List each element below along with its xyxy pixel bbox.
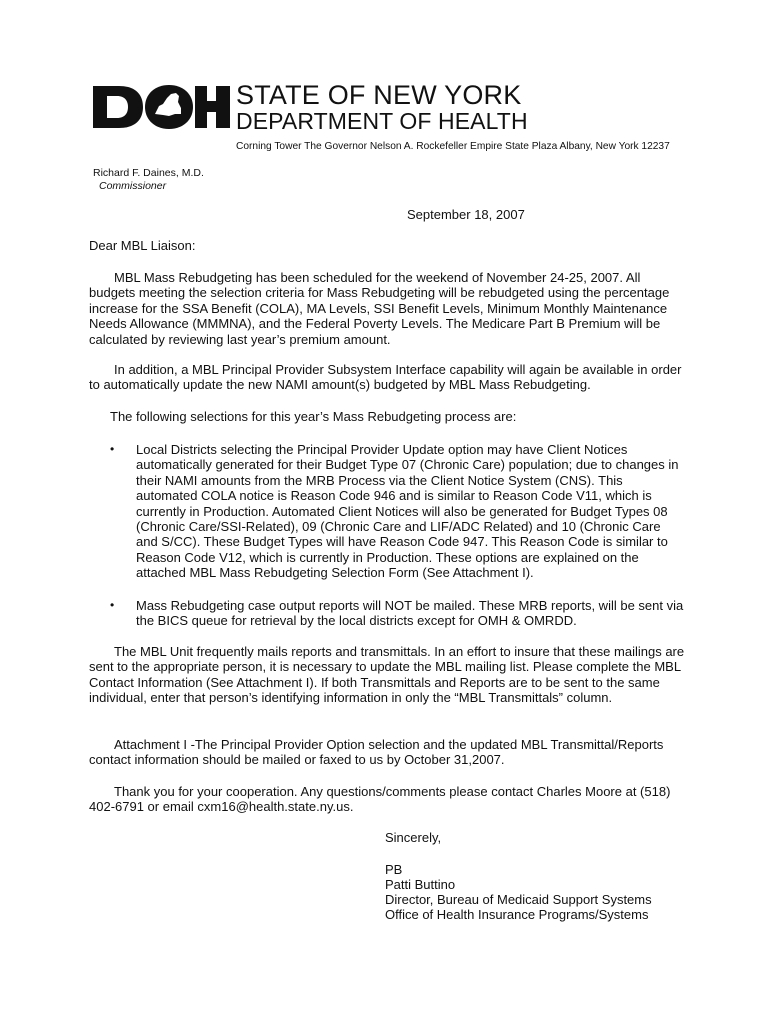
bullet-list-item-2 <box>110 598 685 629</box>
bullet-icon: • <box>110 442 115 456</box>
agency-address: Corning Tower The Governor Nelson A. Rockefeller Empire State Plaza Albany, New York 12237 <box>236 141 670 152</box>
letter-date: September 18, 2007 <box>407 207 525 222</box>
commissioner-name: Richard F. Daines, M.D. <box>93 167 204 179</box>
signature-initials: PB <box>385 862 403 877</box>
commissioner-title: Commissioner <box>99 180 167 192</box>
signer-office: Office of Health Insurance Programs/Systems <box>385 907 649 922</box>
list-item <box>110 598 685 629</box>
bullet-list-item-1 <box>110 442 685 581</box>
agency-name-line2: DEPARTMENT OF HEALTH <box>236 108 528 134</box>
signer-name: Patti Buttino <box>385 877 456 892</box>
paragraph-5: Attachment I -The Principal Provider Option selection and the updated MBL Transmittal/Reports contact information should be mailed or faxed to us by October 31,2007. <box>89 737 664 768</box>
agency-name-line1: STATE OF NEW YORK <box>236 80 522 110</box>
paragraph-2: In addition, a MBL Principal Provider Subsystem Interface capability will again be available in order to automatically update the new NAMI amount(s) budgeted by MBL Mass Rebudgeting. <box>89 362 682 393</box>
paragraph-4: The MBL Unit frequently mails reports and transmittals. In an effort to insure that these mailings are sent to the appropriate person, it is necessary to update the MBL mailing list. Please complete the MBL Contact Information (See Attachment I). If both Transmittals and Reports are to be sent to the same individual, enter that person’s identifying information in only the “MBL Transmittals” column. <box>89 644 685 706</box>
list-item <box>110 442 685 581</box>
paragraph-1: MBL Mass Rebudgeting has been scheduled for the weekend of November 24-25, 2007. All budgets meeting the selection criteria for Mass Rebudgeting will be rebudgeted using the percentage increase for the SSA Benefit (COLA), MA Levels, SSI Benefit Levels, Minimum Monthly Maintenance Needs Allowance (MMMNA), and the Federal Poverty Levels. The Medicare Part B Premium will be calculated by reviewing last year’s premium amount. <box>89 270 670 347</box>
bullet-icon: • <box>110 598 115 612</box>
bullet-text: Local Districts selecting the Principal Provider Update option may have Client Notices automatically generated for their Budget Type 07 (Chronic Care) population; due to changes in their NAMI amounts from the MRB Process via the Client Notice System (CNS). This automated COLA notice is Reason Code 946 and is similar to Reason Code V11, which is currently in Production. Automated Client Notices will also be generated for Budget Types 08 (Chronic Care/SSI-Related), 09 (Chronic Care and LIF/ADC Related) and 10 (Chronic Care and S/CC). These Budget Types will have Reason Code 947. This Reason Code is similar to Reason Code V12, which is currently in Production. These options are explained on the attached MBL Mass Rebudgeting Selection Form (See Attachment I). <box>136 442 679 581</box>
salutation: Dear MBL Liaison: <box>89 238 196 253</box>
signer-title: Director, Bureau of Medicaid Support Systems <box>385 892 652 907</box>
bullet-text: Mass Rebudgeting case output reports will NOT be mailed. These MRB reports, will be sent via the BICS queue for retrieval by the local districts except for OMH & OMRDD. <box>136 598 684 629</box>
signature-closing: Sincerely, <box>385 830 442 845</box>
paragraph-3: The following selections for this year’s Mass Rebudgeting process are: <box>110 409 517 424</box>
paragraph-6: Thank you for your cooperation. Any questions/comments please contact Charles Moore at (518) 402-6791 or email cxm16@health.state.ny.us. <box>89 784 671 815</box>
doh-logo <box>93 84 230 130</box>
